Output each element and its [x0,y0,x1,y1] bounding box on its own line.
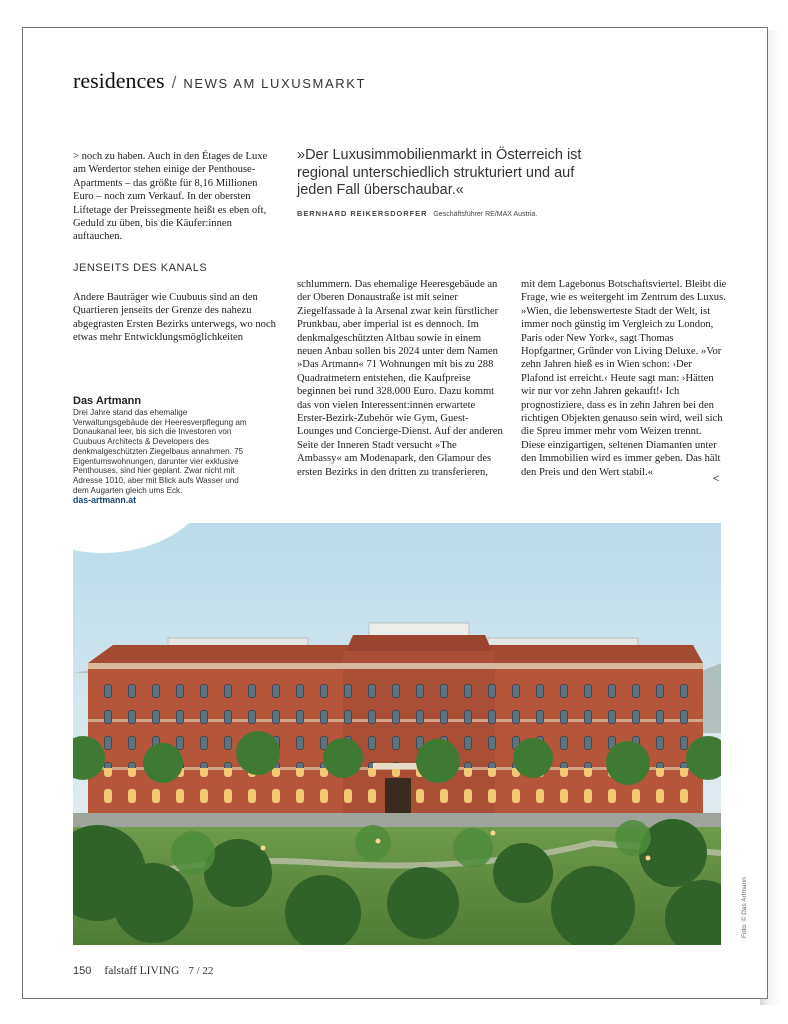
column-b-text: schlummern. Das ehemalige Heeresgebäude an der Oberen Donaustraße ist mit seiner Ziegelfassade à la Arsenal zwar kein fürstlicher Prunkbau, aber imperial ist es dennoch. Im denkmalgeschützten Altbau sowie in einem neuen Anbau sollen bis 2024 unter dem Namen »Das Artmann« 71 Wohnungen mit bis zu 288 Quadratmetern entstehen, die Kaufpreise beginnen bei rund 328.000 Euro. Dazu kommt das von vielen Interessent:innen erwartete Erster-Bezirk-Zubehör wie Gym, Guest-Lounges und Concierge-Dienst. Auf der anderen Seite der Inneren Stadt versucht »The Ambassy« am Modenapark, den Glamour des ersten Bezirks in den dritten zu transferieren, [297,279,503,478]
sidebox-link[interactable]: das-artmann.at [73,495,137,506]
quote-author: BERNHARD REIKERSDORFER [297,209,428,218]
quote-attribution [297,209,717,218]
building-illustration [73,523,721,945]
sidebox-text: Drei Jahre stand das ehemalige Verwaltungsgebäude der Heeresverpflegung am Donaukanal leer, bis sich die Investoren von Cuubuus Architects & Developers des denkmalgeschützten Ziegelbaus annahmen. 75 Eigentumswohnungen, darunter vier exklusive Penthouses, sind hier geplant. Zwar nicht mit Adresse 1010, aber mit Blick aufs Wasser und dem Augarten gleich ums Eck. [73,408,247,495]
subheading: JENSEITS DES KANALS [73,262,208,274]
column-a-text: > noch zu haben. Auch in den Étages de Luxe am Werdertor stehen einige der Penthouse-Apartments – das größte für 8,16 Millionen Euro – noch zum Verkauf. In der obersten Liftetage der Preissegmente heißt es eben oft, Geduld zu üben, bis die Käufer:innen auftauchen. [73,151,268,243]
column-c-text: mit dem Lagebonus Botschaftsviertel. Bleibt die Frage, wie es weitergeht im Zentrum des Luxus. »Wien, die lebenswerteste Stadt der Welt, ist immer noch günstig im Vergleich zu London, Paris oder New York«, sagt Thomas Hopfgartner, Gründer von Living Deluxe. »Vor zehn Jahren hieß es in Wien schon: ›Der Plafond ist erreicht.‹ Heute sagt man: ›Hätten wir nur vor zehn Jahren gekauft!‹ Ich prognostiziere, dass es in zehn Jahren bei den richtigen Objekten genauso sein wird, weil sich die Spreu immer mehr vom Weizen trennt. Diese einzigartigen, seltenen Diamanten unter den Immobilien wird es immer geben. Das hält den Preis und den Wert stabil.« [521,279,727,478]
photo-credit: Foto: © Das Artmann [741,877,748,938]
page-header [73,68,366,94]
magazine-page [22,27,768,999]
building-photo [73,523,721,945]
quote-author-role: Geschäftsführer RE/MAX Austria. [433,211,538,218]
article-end-mark: < [713,473,720,485]
header-brand: residences [73,68,165,93]
column-a-continuation: Andere Bauträger wie Cuubuus sind an den Quartieren jenseits der Grenze des nahezu abgegrasten Ersten Bezirks unterwegs, wo noch etwas mehr Entwicklungsmöglichkeiten [73,292,276,344]
magazine-name: falstaff LIVING [104,965,180,977]
sidebox-title: Das Artmann [73,395,142,407]
header-separator: / [171,73,177,92]
pull-quote: »Der Luxusimmobilienmarkt in Österreich ist regional unterschiedlich strukturiert und auf jeden Fall überschaubar.« [297,147,582,198]
header-section: NEWS AM LUXUSMARKT [183,76,367,91]
artmann-sidebox [73,395,253,505]
page-footer [73,965,213,977]
issue-number: 7 / 22 [188,965,214,977]
page-number: 150 [73,965,92,977]
